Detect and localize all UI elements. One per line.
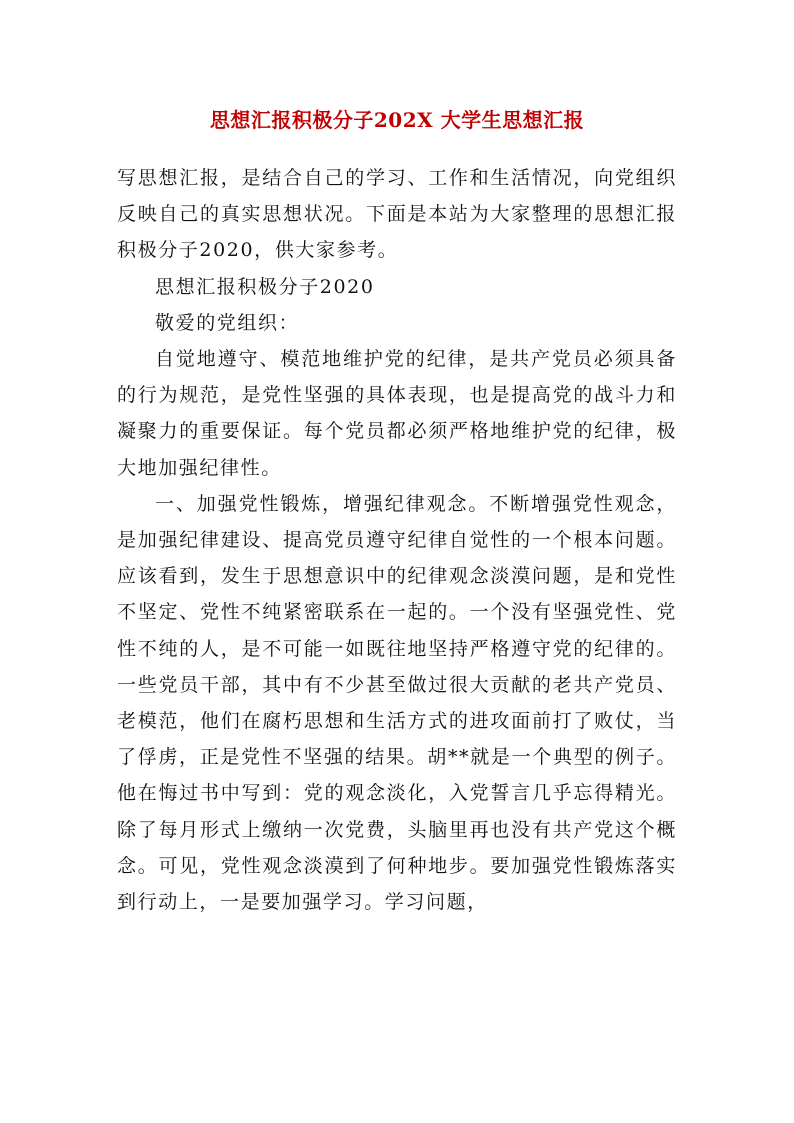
intro-paragraph: 写思想汇报，是结合自己的学习、工作和生活情况，向党组织反映自己的真实思想状况。下面是本站为大家整理的思想汇报积极分子2020，供大家参考。 bbox=[117, 167, 677, 262]
body-paragraph: 一、加强党性锻炼，增强纪律观念。不断增强党性观念，是加强纪律建设、提高党员遵守纪律自觉性的一个根本问题。应该看到，发生于思想意识中的纪律观念淡漠问题，是和党性不坚定、党性不纯紧密联系在一起的。一个没有坚强党性、党性不纯的人，是不可能一如既往地坚持严格遵守党的纪律的。一些党员干部，其中有不少甚至做过很大贡献的老共产党员、老模范，他们在腐朽思想和生活方式的进攻面前打了败仗，当了俘虏，正是党性不坚强的结果。胡**就是一个典型的例子。他在悔过书中写到：党的观念淡化，入党誓言几乎忘得精光。除了每月形式上缴纳一次党费，头脑里再也没有共产党这个概念。可见，党性观念淡漠到了何种地步。要加强党性锻炼落实到行动上，一是要加强学习。学习问题， bbox=[117, 492, 677, 914]
subtitle-paragraph: 思想汇报积极分子2020 bbox=[155, 275, 375, 298]
document-title: 思想汇报积极分子202X 大学生思想汇报 bbox=[209, 108, 585, 132]
body-paragraph: 自觉地遵守、模范地维护党的纪律，是共产党员必须具备的行为规范，是党性坚强的具体表现，也是提高党的战斗力和凝聚力的重要保证。每个党员都必须严格地维护党的纪律，极大地加强纪律性。 bbox=[117, 348, 677, 479]
salutation-paragraph: 敬爱的党组织： bbox=[155, 311, 300, 334]
document-body bbox=[117, 160, 677, 920]
